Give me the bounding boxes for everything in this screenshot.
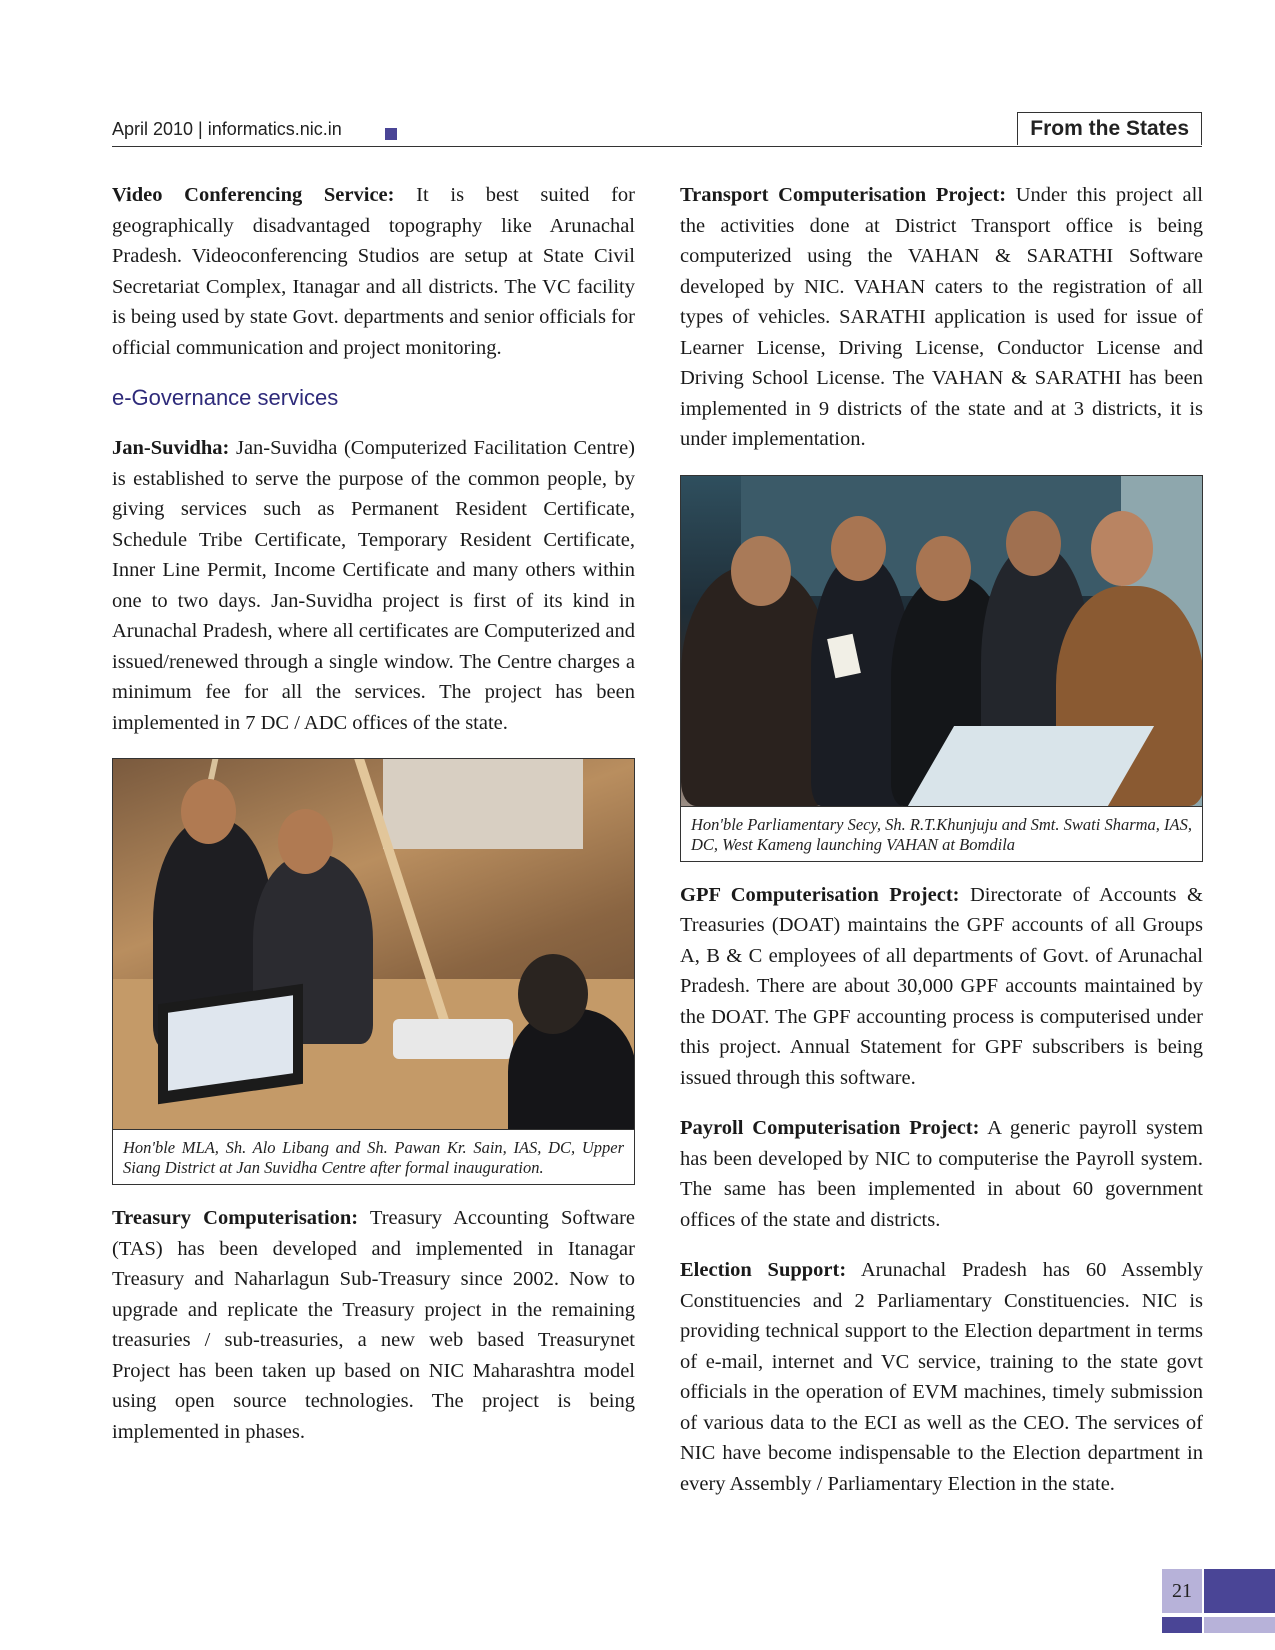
treasury-text: Treasury Accounting Software (TAS) has been developed and implemented in Itanagar Treasury and Naharlagun Sub-Treasury since 2002. Now to upgrade and replicate the Treasury project in the remaining treasuries / sub-treasuries, a new web based Treasurynet Project has been taken up based on NIC Maharashtra model using open source technologies. The project is being implemented in phases.	[112, 1207, 635, 1443]
right-column	[680, 180, 1203, 1519]
jan-suvidha-paragraph	[112, 433, 635, 738]
election-text: Arunachal Pradesh has 60 Assembly Constituencies and 2 Parliamentary Constituencies. NIC is providing technical support to the Election department in terms of e-mail, internet and VC service, training to the state govt officials in the operation of EVM machines, timely submission of various data to the ECI as well as the CEO. The services of NIC have become indispensable to the Election department in every Assembly / Parliamentary Election in the state.	[680, 1259, 1203, 1495]
jan-suvidha-caption: Hon'ble MLA, Sh. Alo Libang and Sh. Pawan Kr. Sain, IAS, DC, Upper Siang District at Jan Suvidha Centre after formal inauguration.	[113, 1129, 634, 1184]
payroll-paragraph	[680, 1113, 1203, 1235]
left-column	[112, 180, 635, 1467]
section-heading: e-Governance services	[112, 385, 339, 410]
gpf-paragraph	[680, 880, 1203, 1094]
transport-paragraph	[680, 180, 1203, 455]
vc-paragraph	[112, 180, 635, 363]
header-square-icon	[385, 128, 397, 140]
section-label: From the States	[1017, 112, 1202, 145]
transport-title: Transport Computerisation Project:	[680, 184, 1007, 206]
gpf-title: GPF Computerisation Project:	[680, 883, 960, 906]
vc-text: It is best suited for geographically disadvantaged topography like Arunachal Pradesh. Videoconferencing Studios are setup at State Civil Secretariat Complex, Itanagar and all districts. The VC facility is being used by state Govt. departments and senior officials for official communication and project monitoring.	[112, 184, 635, 359]
vahan-figure	[680, 475, 1203, 862]
page-number: 21	[1162, 1569, 1202, 1613]
footer-color-block	[1204, 1569, 1275, 1613]
vc-title: Video Conferencing Service:	[112, 184, 395, 206]
election-title: Election Support:	[680, 1259, 847, 1281]
payroll-title: Payroll Computerisation Project:	[680, 1117, 980, 1139]
vahan-photo	[681, 476, 1202, 806]
footer-stripe	[1204, 1617, 1275, 1633]
payroll-text: A generic payroll system has been developed by NIC to computerise the Payroll system. The same has been implemented in about 60 government offices of the state and districts.	[680, 1117, 1204, 1231]
vahan-caption: Hon'ble Parliamentary Secy, Sh. R.T.Khunjuju and Smt. Swati Sharma, IAS, DC, West Kameng launching VAHAN at Bomdila	[681, 806, 1202, 861]
jan-suvidha-title: Jan-Suvidha:	[112, 437, 230, 459]
jan-suvidha-photo	[113, 759, 634, 1129]
jan-suvidha-text: Jan-Suvidha (Computerized Facilitation Centre) is established to serve the purpose of the common people, by giving services such as Permanent Resident Certificate, Schedule Tribe Certificate, Temporary Resident Certificate, Inner Line Permit, Income Certificate and many others within one to two days. Jan-Suvidha project is first of its kind in Arunachal Pradesh, where all certificates are Computerized and issued/renewed through a single window. The Centre charges a minimum fee for all the services. The project has been implemented in 7 DC / ADC offices of the state.	[112, 437, 635, 734]
treasury-paragraph	[112, 1203, 635, 1447]
treasury-title: Treasury Computerisation:	[112, 1207, 359, 1229]
election-paragraph	[680, 1255, 1203, 1499]
jan-suvidha-figure	[112, 758, 635, 1185]
footer-stripe	[1162, 1617, 1202, 1633]
page-header	[112, 112, 1202, 147]
transport-text: Under this project all the activities done at District Transport office is being computerized using the VAHAN & SARATHI Software developed by NIC. VAHAN caters to the registration of all types of vehicles. SARATHI application is used for issue of Learner License, Driving License, Conductor License and Driving School License. The VAHAN & SARATHI has been implemented in 9 districts of the state and at 3 districts, it is under implementation.	[680, 184, 1203, 450]
gpf-text: Directorate of Accounts & Treasuries (DOAT) maintains the GPF accounts of all Groups A, B & C employees of all departments of Govt. of Arunachal Pradesh. There are about 30,000 GPF accounts maintained by the DOAT. The GPF accounting process is computerised under this project. Annual Statement for GPF subscribers is being issued through this software.	[680, 883, 1203, 1089]
issue-and-site: April 2010 | informatics.nic.in	[112, 119, 342, 139]
